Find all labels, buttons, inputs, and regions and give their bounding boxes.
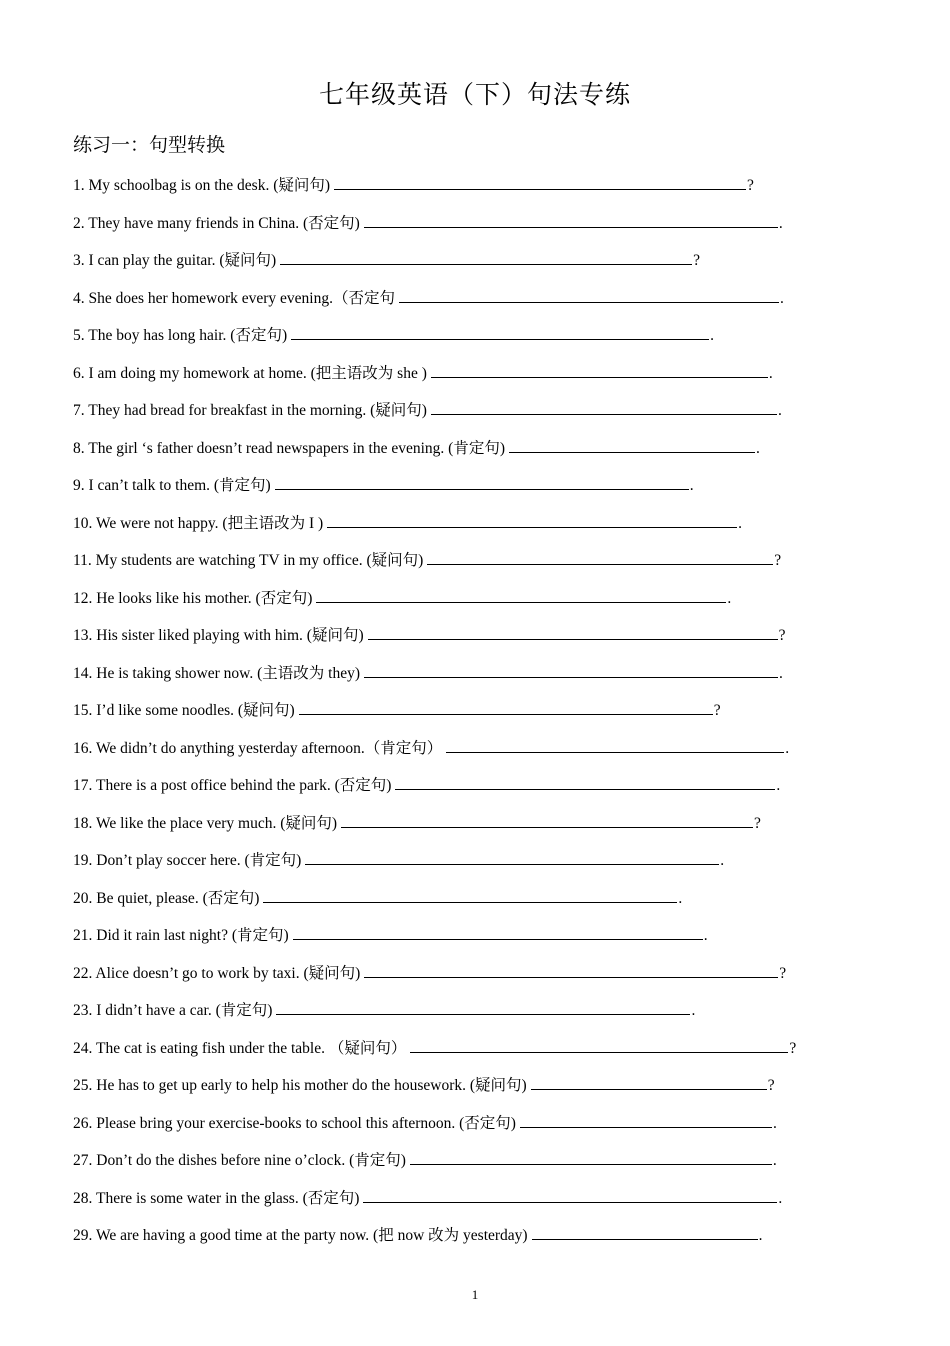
question-text: 9. I can’t talk to them. (肯定句) bbox=[73, 477, 271, 494]
question-text: 14. He is taking shower now. (主语改为 they) bbox=[73, 664, 360, 682]
question-item bbox=[73, 700, 721, 721]
answer-blank[interactable] bbox=[341, 813, 753, 828]
question-end-mark: . bbox=[778, 214, 783, 232]
question-text: 8. The girl ‘s father doesn’t read newspapers in the evening. (肯定句) bbox=[73, 439, 506, 457]
question-text: 11. My students are watching TV in my office. (疑问句) bbox=[73, 552, 424, 569]
question-item bbox=[73, 438, 760, 459]
answer-blank[interactable] bbox=[520, 1113, 772, 1128]
question-end-mark: . bbox=[691, 1002, 696, 1019]
question-text: 5. The boy has long hair. (否定句) bbox=[73, 327, 288, 344]
question-text: 12. He looks like his mother. (否定句) bbox=[73, 589, 313, 607]
question-text: 25. He has to get up early to help his mother do the housework. (疑问句) bbox=[73, 1077, 527, 1094]
question-text: 20. Be quiet, please. (否定句) bbox=[73, 889, 260, 907]
answer-blank[interactable] bbox=[305, 850, 719, 865]
question-end-mark: . bbox=[738, 514, 743, 532]
question-end-mark: . bbox=[703, 927, 708, 944]
question-item bbox=[73, 925, 708, 946]
answer-blank[interactable] bbox=[446, 738, 784, 753]
question-text: 6. I am doing my homework at home. (把主语改为 she ) bbox=[73, 364, 427, 382]
question-end-mark: . bbox=[678, 889, 683, 907]
section-title: 练习一：句型转换 bbox=[73, 134, 226, 156]
question-item bbox=[73, 213, 783, 234]
question-item bbox=[73, 475, 694, 496]
answer-blank[interactable] bbox=[275, 475, 689, 490]
question-end-mark: . bbox=[779, 289, 784, 307]
question-item bbox=[73, 813, 761, 834]
question-item bbox=[73, 1075, 775, 1096]
answer-blank[interactable] bbox=[427, 550, 773, 565]
question-text: 27. Don’t do the dishes before nine o’clock. (肯定句) bbox=[73, 1152, 406, 1169]
question-end-mark: . bbox=[758, 1227, 763, 1244]
answer-blank[interactable] bbox=[263, 888, 677, 903]
question-text: 2. They have many friends in China. (否定句) bbox=[73, 214, 360, 232]
answer-blank[interactable] bbox=[291, 325, 709, 340]
question-text: 22. Alice doesn’t go to work by taxi. (疑问句) bbox=[73, 964, 361, 982]
question-end-mark: ? bbox=[774, 552, 782, 569]
answer-blank[interactable] bbox=[293, 925, 703, 940]
answer-blank[interactable] bbox=[276, 1000, 690, 1015]
question-item bbox=[73, 325, 714, 346]
answer-blank[interactable] bbox=[363, 1188, 777, 1203]
answer-blank[interactable] bbox=[431, 363, 768, 378]
question-text: 23. I didn’t have a car. (肯定句) bbox=[73, 1002, 273, 1019]
question-text: 4. She does her homework every evening.（否定句 bbox=[73, 289, 395, 307]
answer-blank[interactable] bbox=[327, 513, 737, 528]
question-end-mark: ? bbox=[754, 814, 761, 832]
answer-blank[interactable] bbox=[431, 400, 777, 415]
answer-blank[interactable] bbox=[316, 588, 726, 603]
question-item bbox=[73, 1150, 777, 1171]
question-item bbox=[73, 288, 784, 309]
answer-blank[interactable] bbox=[364, 963, 778, 978]
question-end-mark: . bbox=[756, 439, 760, 457]
question-text: 29. We are having a good time at the party now. (把 now 改为 yesterday) bbox=[73, 1227, 528, 1244]
question-end-mark: ? bbox=[789, 1039, 797, 1057]
question-end-mark: . bbox=[727, 589, 732, 607]
question-text: 28. There is some water in the glass. (否定句) bbox=[73, 1189, 360, 1207]
question-text: 21. Did it rain last night? (肯定句) bbox=[73, 927, 289, 944]
question-item bbox=[73, 738, 789, 759]
question-item bbox=[73, 1113, 777, 1134]
question-item bbox=[73, 1038, 796, 1059]
question-end-mark: ? bbox=[778, 627, 786, 644]
question-item bbox=[73, 250, 700, 271]
answer-blank[interactable] bbox=[280, 250, 692, 265]
answer-blank[interactable] bbox=[334, 175, 746, 190]
question-text: 1. My schoolbag is on the desk. (疑问句) bbox=[73, 177, 331, 194]
question-end-mark: ? bbox=[747, 177, 754, 194]
question-item bbox=[73, 363, 773, 384]
question-item bbox=[73, 513, 742, 534]
question-end-mark: ? bbox=[767, 1077, 775, 1094]
question-item bbox=[73, 850, 724, 871]
question-end-mark: . bbox=[768, 364, 773, 382]
question-item bbox=[73, 888, 682, 909]
answer-blank[interactable] bbox=[509, 438, 755, 453]
question-end-mark: . bbox=[689, 477, 694, 494]
question-end-mark: . bbox=[710, 327, 714, 344]
question-end-mark: . bbox=[779, 664, 783, 682]
question-text: 19. Don’t play soccer here. (肯定句) bbox=[73, 852, 302, 869]
answer-blank[interactable] bbox=[410, 1150, 772, 1165]
question-end-mark: . bbox=[776, 777, 781, 794]
question-text: 10. We were not happy. (把主语改为 I ) bbox=[73, 514, 324, 532]
question-text: 18. We like the place very much. (疑问句) bbox=[73, 814, 338, 832]
question-text: 26. Please bring your exercise-books to school this afternoon. (否定句) bbox=[73, 1114, 516, 1132]
question-end-mark: . bbox=[772, 1152, 777, 1169]
question-text: 7. They had bread for breakfast in the morning. (疑问句) bbox=[73, 402, 427, 419]
question-item bbox=[73, 1225, 762, 1246]
answer-blank[interactable] bbox=[399, 288, 779, 303]
page-title: 七年级英语（下）句法专练 bbox=[318, 80, 631, 109]
answer-blank[interactable] bbox=[410, 1038, 788, 1053]
answer-blank[interactable] bbox=[531, 1075, 767, 1090]
answer-blank[interactable] bbox=[395, 775, 775, 790]
question-item bbox=[73, 663, 783, 684]
question-end-mark: . bbox=[777, 402, 782, 419]
question-end-mark: . bbox=[720, 852, 725, 869]
page-number: 1 bbox=[471, 1287, 479, 1302]
question-end-mark: . bbox=[785, 739, 790, 757]
question-text: 17. There is a post office behind the park. (否定句) bbox=[73, 777, 392, 794]
question-item bbox=[73, 550, 781, 571]
question-item bbox=[73, 775, 780, 796]
question-item bbox=[73, 625, 786, 646]
answer-blank[interactable] bbox=[364, 213, 778, 228]
question-item bbox=[73, 963, 786, 984]
question-text: 13. His sister liked playing with him. (疑问句) bbox=[73, 627, 364, 644]
question-text: 16. We didn’t do anything yesterday afternoon.（肯定句） bbox=[73, 739, 443, 757]
question-text: 15. I’d like some noodles. (疑问句) bbox=[73, 702, 295, 719]
answer-blank[interactable] bbox=[299, 700, 713, 715]
answer-blank[interactable] bbox=[368, 625, 778, 640]
question-item bbox=[73, 588, 731, 609]
question-end-mark: . bbox=[772, 1114, 777, 1132]
question-end-mark: ? bbox=[693, 252, 701, 269]
answer-blank[interactable] bbox=[532, 1225, 758, 1240]
question-end-mark: ? bbox=[779, 964, 787, 982]
question-end-mark: . bbox=[778, 1189, 783, 1207]
question-text: 24. The cat is eating fish under the table. （疑问句） bbox=[73, 1039, 407, 1057]
question-text: 3. I can play the guitar. (疑问句) bbox=[73, 252, 277, 269]
answer-blank[interactable] bbox=[364, 663, 778, 678]
question-end-mark: ? bbox=[713, 702, 721, 719]
question-item bbox=[73, 175, 754, 196]
question-item bbox=[73, 1000, 695, 1021]
question-item bbox=[73, 1188, 782, 1209]
question-item bbox=[73, 400, 782, 421]
